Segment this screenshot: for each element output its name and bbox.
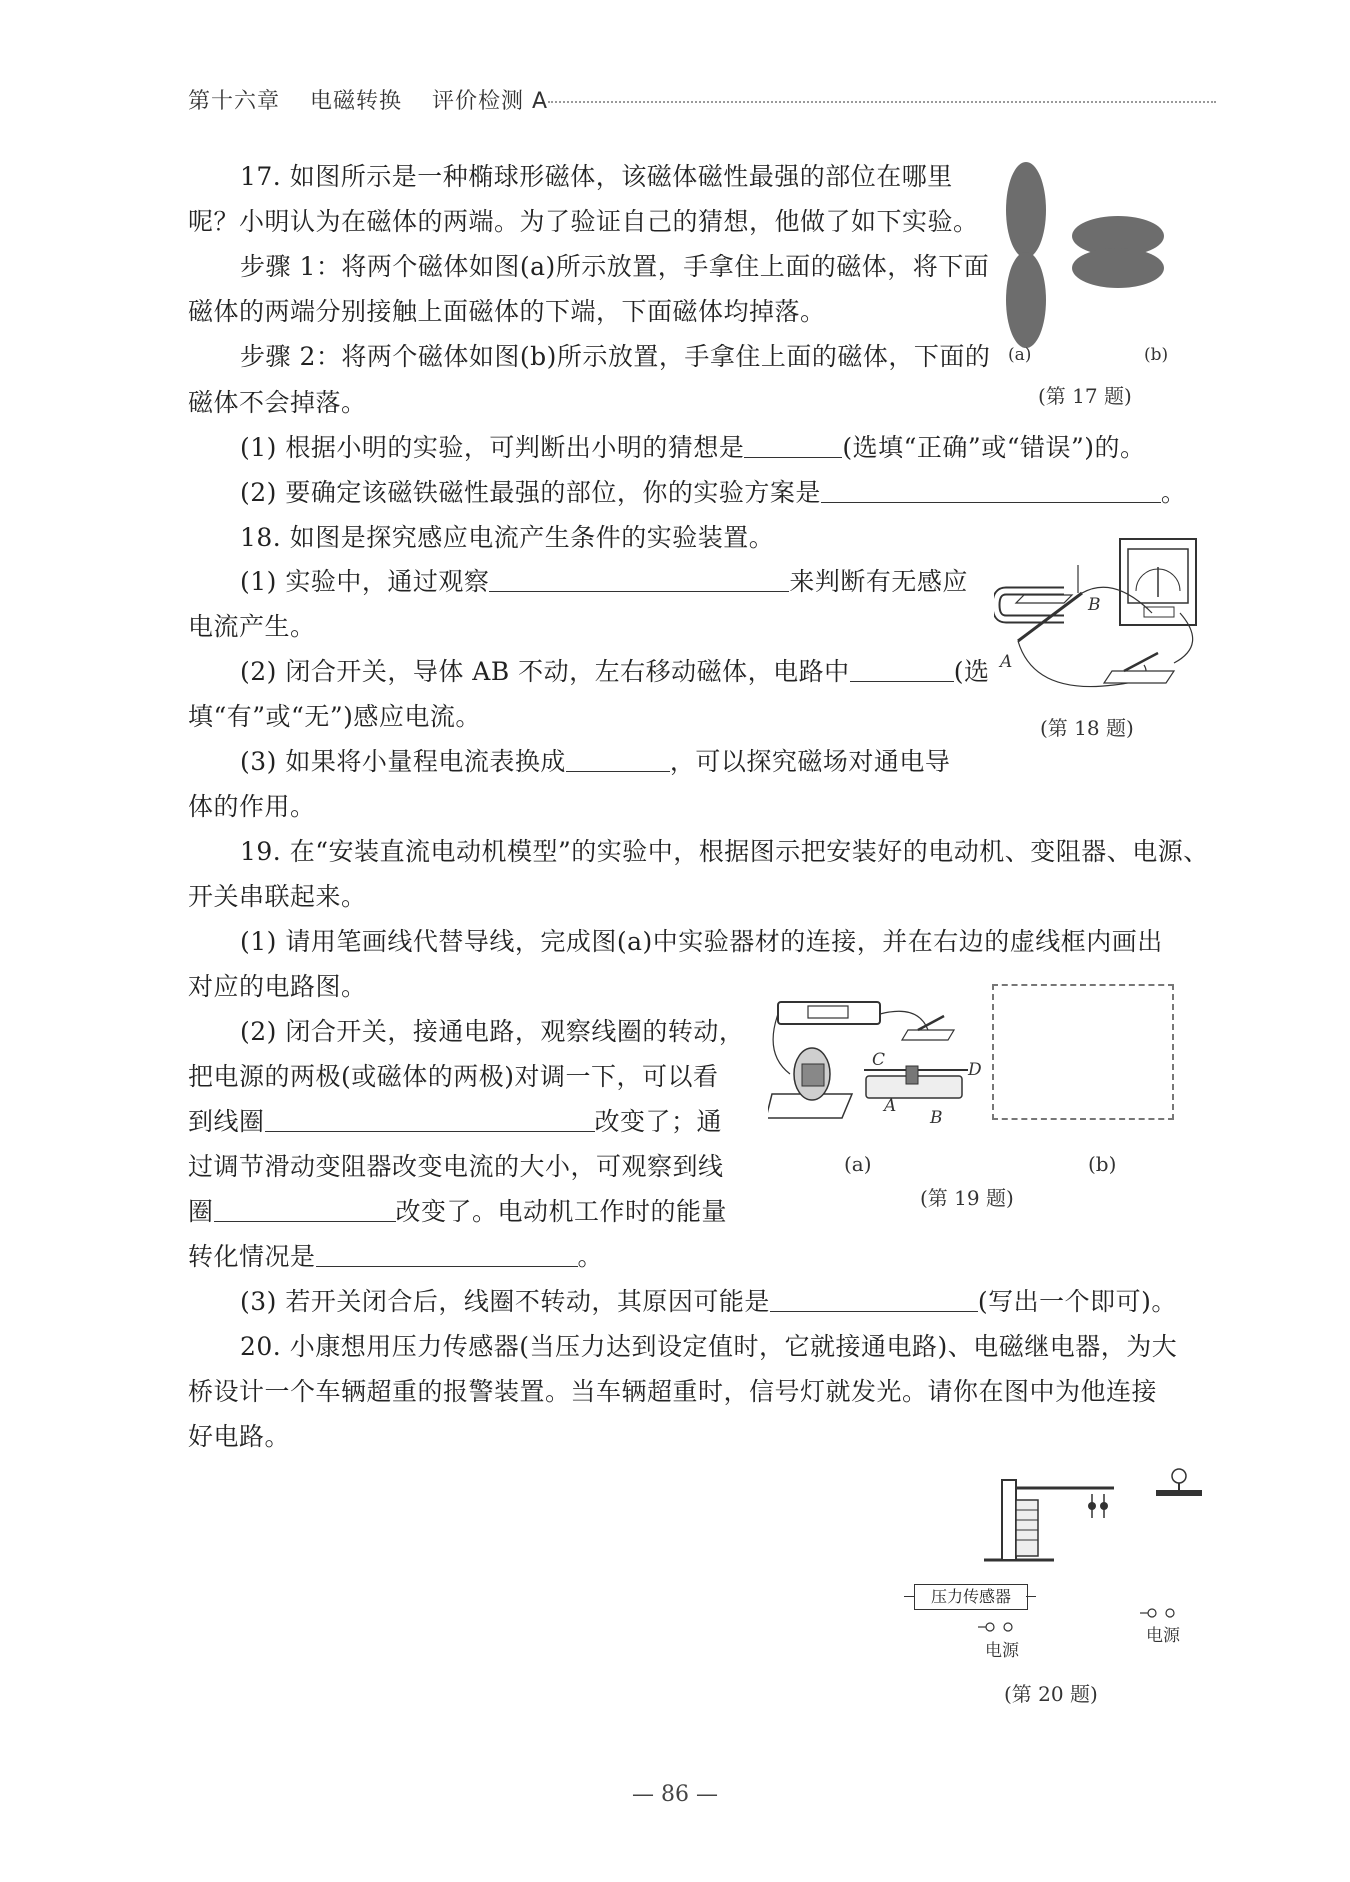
q19-sub2-text-a: 到线圈 bbox=[188, 1107, 265, 1136]
q18-sub1-text-a: (1) 实验中，通过观察 bbox=[240, 567, 490, 596]
power-terminals-2 bbox=[1140, 1606, 1190, 1620]
terminal bbox=[986, 1623, 994, 1631]
q18-sub3 bbox=[240, 747, 950, 777]
q18-line-1: 18. 如图是探究感应电流产生条件的实验装置。 bbox=[240, 523, 775, 552]
header-section: 评价检测 A bbox=[432, 89, 549, 114]
fig17-caption: (第 17 题) bbox=[1038, 384, 1132, 408]
q18-sub3-text-b: ，可以探究磁场对通电导 bbox=[669, 747, 951, 776]
fig19-label-b: B bbox=[930, 1108, 943, 1128]
q19-sub2-text-e: 转化情况是 bbox=[188, 1242, 316, 1271]
terminal bbox=[1004, 1623, 1012, 1631]
power-label-2: 电源 bbox=[1146, 1626, 1180, 1646]
fig18-caption: (第 18 题) bbox=[1040, 716, 1134, 740]
header-topic: 电磁转换 bbox=[310, 89, 403, 114]
q17-sub1 bbox=[240, 433, 1146, 463]
fig19-label-c: C bbox=[872, 1050, 886, 1070]
q18-sub1 bbox=[240, 567, 968, 597]
q19-line-1: 19. 在“安装直流电动机模型”的实验中，根据图示把安装好的电动机、变阻器、电源、 bbox=[240, 837, 1209, 866]
q19-sub2-text-d: 改变了。电动机工作时的能量 bbox=[395, 1197, 728, 1226]
q17-line-4: 磁体的两端分别接触上面磁体的下端，下面磁体均掉落。 bbox=[188, 297, 826, 326]
q17-line-6: 磁体不会掉落。 bbox=[188, 388, 367, 417]
q17-line-2: 呢？小明认为在磁体的两端。为了验证自己的猜想，他做了如下实验。 bbox=[188, 207, 979, 236]
q17-sub2-text-b: 。 bbox=[1160, 478, 1187, 507]
fig18-label-b: B bbox=[1088, 595, 1101, 615]
header-chapter: 第十六章 bbox=[188, 89, 281, 114]
answer-blank[interactable] bbox=[566, 749, 670, 772]
rheostat-slider bbox=[906, 1066, 918, 1084]
q19-sub3 bbox=[240, 1287, 1177, 1317]
q19-line-2: 开关串联起来。 bbox=[188, 882, 367, 911]
q18-sub1-text-b: 来判断有无感应 bbox=[789, 567, 968, 596]
switch-lever bbox=[1124, 653, 1158, 671]
q17-line-3: 步骤 1：将两个磁体如图(a)所示放置，手拿住上面的磁体，将下面 bbox=[240, 252, 990, 281]
motor-coil bbox=[802, 1064, 824, 1086]
q18-sub3-text-a: (3) 如果将小量程电流表换成 bbox=[240, 747, 566, 776]
answer-blank[interactable] bbox=[850, 659, 954, 682]
fig19-caption: (第 19 题) bbox=[920, 1186, 1014, 1210]
q19-sub2-text-c: 圈 bbox=[188, 1197, 214, 1226]
q18-sub2-text-b: (选 bbox=[953, 657, 990, 686]
header-rule bbox=[548, 101, 1216, 103]
fig18-label-a: A bbox=[1000, 652, 1013, 672]
answer-blank[interactable] bbox=[316, 1244, 578, 1267]
relay-coil bbox=[1016, 1500, 1038, 1556]
wire-switch bbox=[1174, 613, 1193, 663]
relay-frame bbox=[1002, 1480, 1016, 1560]
fig19-label-a: A bbox=[884, 1096, 897, 1116]
fig19-label-fig-b: (b) bbox=[1088, 1152, 1117, 1176]
lamp-bulb bbox=[1172, 1469, 1186, 1483]
q19-sub2-line-1: (2) 闭合开关，接通电路，观察线圈的转动， bbox=[240, 1017, 745, 1046]
q19-sub3-text-a: (3) 若开关闭合后，线圈不转动，其原因可能是 bbox=[240, 1287, 770, 1316]
magnet-a-top bbox=[1006, 162, 1046, 258]
q19-sub2-line-5 bbox=[188, 1197, 727, 1227]
terminal bbox=[1148, 1609, 1156, 1617]
fig20-caption: (第 20 题) bbox=[1004, 1682, 1098, 1706]
battery-cell bbox=[808, 1006, 848, 1018]
magnet-a-bottom bbox=[1006, 252, 1046, 348]
q17-sub1-text-b: (选填“正确”或“错误”)的。 bbox=[842, 433, 1146, 462]
circuit-drawing-box[interactable] bbox=[992, 984, 1174, 1120]
q17-line-5: 步骤 2：将两个磁体如图(b)所示放置，手拿住上面的磁体，下面的 bbox=[240, 342, 991, 371]
figure-18-apparatus bbox=[994, 535, 1214, 695]
q20-line-1: 20. 小康想用压力传感器(当压力达到设定值时，它就接通电路)、电磁继电器，为大 bbox=[240, 1332, 1178, 1361]
q18-sub2-text-a: (2) 闭合开关，导体 AB 不动，左右移动磁体，电路中 bbox=[240, 657, 850, 686]
q17-sub1-text-a: (1) 根据小明的实验，可判断出小明的猜想是 bbox=[240, 433, 745, 462]
answer-blank[interactable] bbox=[489, 569, 789, 592]
q19-sub2-text-b: 改变了；通 bbox=[594, 1107, 723, 1136]
q19-sub2-line-3 bbox=[188, 1107, 722, 1137]
q20-line-2: 桥设计一个车辆超重的报警装置。当车辆超重时，信号灯就发光。请你在图中为他连接 bbox=[188, 1377, 1158, 1406]
switch-lever bbox=[918, 1016, 944, 1030]
battery-box bbox=[778, 1002, 880, 1024]
q19-sub1-cont: 对应的电路图。 bbox=[188, 972, 367, 1001]
lamp-holder bbox=[1156, 1490, 1202, 1496]
q18-sub2 bbox=[240, 657, 989, 687]
answer-blank[interactable] bbox=[214, 1199, 396, 1222]
terminal-block bbox=[1144, 607, 1174, 617]
magnet-pole-top bbox=[1016, 595, 1072, 603]
terminal bbox=[1166, 1609, 1174, 1617]
fig19-label-d: D bbox=[968, 1060, 982, 1080]
power-terminals-1 bbox=[978, 1620, 1028, 1634]
q17-sub2 bbox=[240, 478, 1186, 508]
fig19-label-fig-a: (a) bbox=[844, 1152, 872, 1176]
answer-blank[interactable] bbox=[744, 435, 842, 458]
q20-line-3: 好电路。 bbox=[188, 1422, 291, 1451]
page-number: — 86 — bbox=[632, 1782, 718, 1807]
answer-blank[interactable] bbox=[265, 1109, 595, 1132]
q19-sub3-text-b: (写出一个即可)。 bbox=[977, 1287, 1177, 1316]
fig17-label-b: (b) bbox=[1144, 345, 1169, 365]
q17-line-1: 17. 如图所示是一种椭球形磁体，该磁体磁性最强的部位在哪里 bbox=[240, 162, 953, 191]
answer-blank[interactable] bbox=[770, 1289, 978, 1312]
answer-blank[interactable] bbox=[821, 480, 1161, 503]
running-header bbox=[188, 84, 570, 115]
magnet-b-bottom bbox=[1072, 248, 1164, 288]
q19-sub2-line-2: 把电源的两极(或磁体的两极)对调一下，可以看 bbox=[188, 1062, 719, 1091]
q18-sub1-cont: 电流产生。 bbox=[188, 612, 316, 641]
q18-sub3-cont: 体的作用。 bbox=[188, 792, 316, 821]
power-label-1: 电源 bbox=[985, 1641, 1019, 1661]
fig17-label-a: (a) bbox=[1008, 345, 1032, 365]
switch-base bbox=[1104, 671, 1174, 683]
sensor-lead-left bbox=[904, 1596, 914, 1597]
q18-sub2-cont: 填“有”或“无”)感应电流。 bbox=[188, 702, 481, 731]
q19-sub2-text-f: 。 bbox=[577, 1242, 604, 1271]
sensor-lead-right bbox=[1026, 1596, 1036, 1597]
q19-sub2-line-4: 过调节滑动变阻器改变电流的大小，可观察到线 bbox=[188, 1152, 724, 1181]
q17-sub2-text-a: (2) 要确定该磁铁磁性最强的部位，你的实验方案是 bbox=[240, 478, 821, 507]
pressure-sensor-label: 压力传感器 bbox=[930, 1587, 1011, 1606]
switch-base bbox=[902, 1030, 954, 1040]
pressure-sensor-box bbox=[914, 1584, 1028, 1610]
q19-sub1: (1) 请用笔画线代替导线，完成图(a)中实验器材的连接，并在右边的虚线框内画出 bbox=[240, 927, 1163, 956]
figure-20-relay bbox=[980, 1466, 1202, 1566]
q19-sub2-line-6 bbox=[188, 1242, 603, 1272]
